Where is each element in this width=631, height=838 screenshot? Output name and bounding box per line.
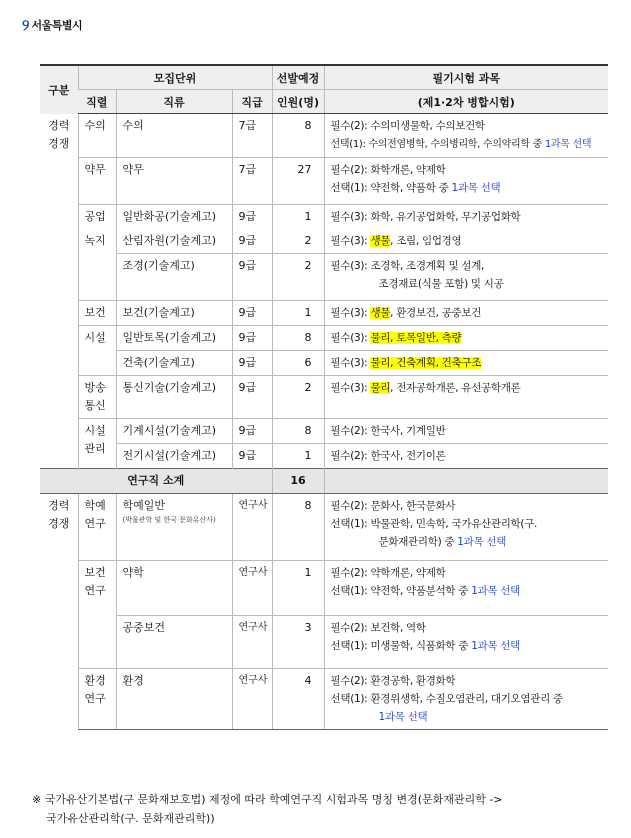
header-series: 직렬 [78, 90, 116, 114]
subject-line: , 환경보건, 공중보건 [390, 307, 482, 319]
series-cell: 약무 [78, 158, 116, 205]
header-job: 직류 [116, 90, 232, 114]
subject-line: 필수(3): [330, 235, 371, 247]
series-line: 방송 [84, 381, 106, 394]
subject-cell [324, 301, 608, 326]
rank-cell: 9급 [232, 254, 272, 301]
subtotal-label: 연구직 소계 [40, 469, 272, 494]
subject-cell [324, 254, 608, 301]
subject-cell [324, 351, 608, 376]
job-cell: 기계시설(기술계고) [116, 419, 232, 444]
rank-cell: 연구사 [232, 669, 272, 730]
footnote-line: ※ 국가유산기본법(구 문화재보호법) 제정에 따라 학예연구직 시험과목 명칭 변경(문화재관리학 -> [32, 793, 503, 806]
subject-choice: 1과목 선택 [471, 585, 520, 597]
subject-line: 선택(1): 약전학, 약품분석학 중 [330, 585, 472, 597]
series-line: 연구 [84, 517, 106, 530]
subject-cell [324, 326, 608, 351]
table-row [40, 114, 608, 158]
table-row [40, 669, 608, 730]
recruitment-table [40, 64, 608, 730]
job-cell: 전기시설(기술계고) [116, 444, 232, 469]
subject-line: 필수(2): 약학개론, 약제학 [330, 567, 446, 579]
subtotal-row [40, 469, 608, 494]
job-cell: 공중보건 [116, 616, 232, 669]
header-subject-1: 필기시험 과목 [324, 65, 608, 90]
table-row [40, 301, 608, 326]
count-cell: 8 [272, 114, 324, 158]
highlighted-subject: 물리 [370, 382, 391, 394]
count-cell: 2 [272, 376, 324, 419]
header-count-1: 선발예정 [272, 65, 324, 90]
series-cell [78, 419, 116, 469]
count-cell: 1 [272, 561, 324, 616]
subject-line-wrap [331, 533, 608, 551]
subject-cell [324, 616, 608, 669]
subject-line: 필수(2): 화학개론, 약제학 [330, 164, 446, 176]
series-line: 학예 [84, 499, 106, 512]
count-cell: 8 [272, 326, 324, 351]
count-cell: 8 [272, 494, 324, 561]
highlighted-subject: 물리, 토목일반, 측량 [370, 332, 462, 344]
subtotal-count: 16 [272, 469, 324, 494]
footnote [32, 790, 503, 828]
rank-cell: 연구사 [232, 616, 272, 669]
subject-cell [324, 376, 608, 419]
subject-line: 선택(1): 수의전염병학, 수의병리학, 수의약리학 중 [330, 139, 545, 150]
subject-cell [324, 114, 608, 158]
rank-cell: 연구사 [232, 561, 272, 616]
table-row [40, 229, 608, 254]
job-cell: 보건(기술계고) [116, 301, 232, 326]
rank-cell: 9급 [232, 301, 272, 326]
series-line: 연구 [84, 692, 106, 705]
job-cell: 산림자원(기술계고) [116, 229, 232, 254]
series-line: 보건 [84, 566, 106, 579]
series-line: 관리 [84, 442, 106, 455]
subject-cell [324, 494, 608, 561]
count-cell: 3 [272, 616, 324, 669]
job-cell: 일반토목(기술계고) [116, 326, 232, 351]
selection-type: 경쟁 [48, 517, 70, 530]
table-row [40, 158, 608, 205]
table-row [40, 419, 608, 444]
subject-cell [324, 561, 608, 616]
subject-line: , 조림, 임업경영 [390, 235, 462, 247]
subject-choice: 1과목 선택 [457, 536, 507, 548]
subject-cell [324, 158, 608, 205]
table-row [40, 205, 608, 230]
count-cell: 4 [272, 669, 324, 730]
job-cell: 약학 [116, 561, 232, 616]
series-cell: 녹지 [78, 229, 116, 301]
header-unit: 모집단위 [78, 65, 272, 90]
rank-cell: 연구사 [232, 494, 272, 561]
series-line: 연구 [84, 584, 106, 597]
count-cell: 2 [272, 254, 324, 301]
series-line: 환경 [84, 674, 106, 687]
subject-cell [324, 229, 608, 254]
table-row [40, 376, 608, 419]
subject-cell [324, 669, 608, 730]
table-row [40, 494, 608, 561]
table-row [40, 444, 608, 469]
series-cell: 수의 [78, 114, 116, 158]
header-count-2: 인원(명) [272, 90, 324, 114]
header-subject-2: (제1·2차 병합시험) [324, 90, 608, 114]
subject-line: 필수(3): [330, 382, 371, 394]
table-row [40, 561, 608, 616]
series-cell [78, 494, 116, 561]
count-cell: 1 [272, 444, 324, 469]
count-cell: 6 [272, 351, 324, 376]
rank-cell: 9급 [232, 419, 272, 444]
rank-cell: 9급 [232, 205, 272, 230]
rank-cell: 9급 [232, 229, 272, 254]
footnote-line: 국가유산관리학(구. 문화재관리학)) [46, 812, 215, 825]
subject-line: , 전자공학개론, 유선공학개론 [390, 382, 521, 394]
job-cell [116, 494, 232, 561]
header-rank: 직급 [232, 90, 272, 114]
count-cell: 1 [272, 205, 324, 230]
job-cell: 수의 [116, 114, 232, 158]
subject-choice: 1과목 선택 [471, 640, 520, 652]
subject-cell: 필수(2): 한국사, 기계일반 [324, 419, 608, 444]
series-cell [78, 376, 116, 419]
subject-line: 선택(1): 환경위생학, 수질오염관리, 대기오염관리 중 [330, 693, 563, 705]
table-row [40, 326, 608, 351]
highlighted-subject: 생물 [370, 307, 391, 319]
subject-line: 선택(1): 미생물학, 식품화학 중 [330, 640, 472, 652]
subject-cell: 필수(2): 한국사, 전기이론 [324, 444, 608, 469]
subject-line: 필수(2): 환경공학, 환경화학 [330, 675, 456, 687]
series-line: 시설 [84, 424, 106, 437]
job-note: (박물관학 및 한국 문화유산사) [122, 516, 216, 524]
rank-cell: 9급 [232, 326, 272, 351]
job-cell: 약무 [116, 158, 232, 205]
subject-line: 필수(3): 조경학, 조경계획 및 설계, [330, 260, 485, 272]
series-cell [78, 561, 116, 669]
highlighted-subject: 생물 [370, 235, 391, 247]
rank-cell: 7급 [232, 114, 272, 158]
selection-type: 경력 [48, 118, 70, 132]
count-cell: 27 [272, 158, 324, 205]
rank-cell: 7급 [232, 158, 272, 205]
count-cell: 2 [272, 229, 324, 254]
seoul-logo-icon: ୨ [22, 16, 30, 34]
subject-line: 조경재료(식물 포함) 및 시공 [378, 278, 504, 290]
subject-choice: 1과목 선택 [378, 711, 428, 723]
subject-line: 문화재관리학) 중 [378, 536, 458, 548]
table-row [40, 351, 608, 376]
subject-line: 선택(1): 약전학, 약품학 중 [330, 182, 452, 194]
job-cell: 통신기술(기술계고) [116, 376, 232, 419]
seoul-logo-text: 서울특별시 [31, 19, 83, 32]
rank-cell: 9급 [232, 444, 272, 469]
subject-line: 필수(3): [330, 357, 371, 369]
job-cell: 환경 [116, 669, 232, 730]
subject-line: 필수(3): [330, 332, 371, 344]
series-line: 통신 [84, 399, 106, 412]
seoul-logo [22, 16, 82, 34]
subject-line: 선택(1): 박물관학, 민속학, 국가유산관리학(구. [330, 518, 538, 530]
selection-type: 경력 [48, 499, 70, 512]
series-cell [78, 669, 116, 730]
rank-cell: 9급 [232, 376, 272, 419]
subject-line: 필수(2): 보건학, 역학 [330, 622, 426, 634]
count-cell: 8 [272, 419, 324, 444]
selection-type: 경쟁 [48, 136, 70, 150]
job-cell: 건축(기술계고) [116, 351, 232, 376]
subject-line: 필수(2): 문화사, 한국문화사 [330, 500, 456, 512]
subject-choice: 1과목 선택 [451, 182, 501, 194]
table-row [40, 616, 608, 669]
job-name: 학예일반 [122, 499, 166, 512]
count-cell: 1 [272, 301, 324, 326]
subject-line: 필수(2): 수의미생물학, 수의보건학 [330, 120, 485, 132]
header-gubun: 구분 [40, 65, 78, 114]
series-cell: 시설 [78, 326, 116, 376]
rank-cell: 9급 [232, 351, 272, 376]
series-cell: 보건 [78, 301, 116, 326]
subject-line: 필수(3): [330, 307, 371, 319]
highlighted-subject: 물리, 건축계획, 건축구조 [370, 357, 482, 369]
subject-cell: 필수(3): 화학, 유기공업화학, 무기공업화학 [324, 205, 608, 230]
job-cell: 조경(기술계고) [116, 254, 232, 301]
series-cell: 공업 [78, 205, 116, 230]
job-cell: 일반화공(기술계고) [116, 205, 232, 230]
table-row [40, 254, 608, 301]
subject-choice: 1과목 선택 [544, 139, 592, 150]
